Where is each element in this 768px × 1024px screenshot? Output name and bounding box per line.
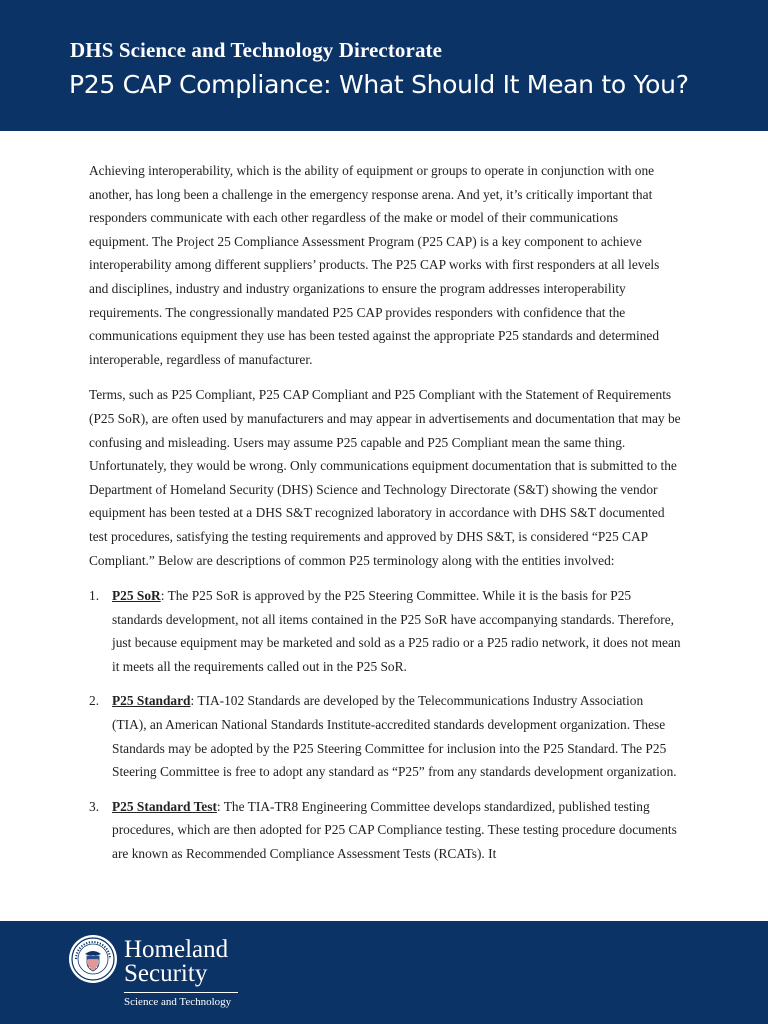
dhs-seal-icon [68, 934, 118, 984]
list-sep: : [216, 798, 224, 814]
brand-line-security: Security [124, 960, 208, 987]
list-item [89, 795, 681, 866]
list-text: TIA-102 Standards are developed by the Telecommunications Industry Association (TIA), an American National Standards Institute-accredited standards development organization. These Standards may be adopted by the P25 Steering Committee for inclusion into the P25 Standard. The P25 Steering Committee is free to adopt any standard as “P25” from any standards development organization. [112, 693, 677, 780]
list-number: 2. [89, 693, 100, 709]
list-number: 3. [89, 798, 100, 814]
list-sep: : [160, 588, 168, 604]
brand-subtitle: Science and Technology [124, 996, 232, 1008]
list-text: The TIA-TR8 Engineering Committee develops standardized, published testing procedures, which are then adopted for P25 CAP Compliance testing. These testing procedure documents are known as Recommended Compliance Assessment Tests (RCATs). It [112, 798, 677, 862]
list-item [89, 584, 681, 678]
list-item [89, 689, 681, 783]
list-term: P25 Standard [112, 693, 191, 709]
paragraph-intro: Achieving interoperability, which is the ability of equipment or groups to operate in conjunction with one another, has long been a challenge in the emergency response arena. And yet, it’s critically important that responders communicate with each other regardless of the make or model of their communications equipment. The Project 25 Compliance Assessment Program (P25 CAP) is a key component to achieve interoperability among different suppliers’ products. The P25 CAP works with first responders at all levels and disciplines, industry and industry organizations to ensure the program addresses interoperability requirements. The congressionally mandated P25 CAP provides responders with confidence that the communications equipment they use has been tested against the appropriate P25 standards and determined interoperable, regardless of manufacturer. [89, 163, 660, 367]
header-org: DHS Science and Technology Directorate [70, 38, 443, 62]
page-title: P25 CAP Compliance: What Should It Mean to You? [69, 70, 689, 99]
paragraph-terms: Terms, such as P25 Compliant, P25 CAP Compliant and P25 Compliant with the Statement of Requirements (P25 SoR), are often used by manufacturers and may appear in advertisements and documentation that may be confusing and misleading. Users may assume P25 capable and P25 Compliant mean the same thing. Unfortunately, they would be wrong. Only communications equipment documentation that is submitted to the Department of Homeland Security (DHS) Science and Technology Directorate (S&T) showing the vendor equipment has been tested at a DHS S&T recognized laboratory in accordance with DHS S&T documented test procedures, satisfying the testing requirements and approved by DHS S&T, is considered “P25 CAP Compliant.” Below are descriptions of common P25 terminology along with the entities involved: [89, 387, 681, 568]
brand-divider [124, 992, 238, 993]
document-body [89, 159, 681, 877]
page-header [0, 0, 768, 131]
list-text: The P25 SoR is approved by the P25 Steering Committee. While it is the basis for P25 standards development, not all items contained in the P25 SoR have accompanying standards. Therefore, just because equipment may be marketed and sold as a P25 radio or a P25 radio network, it does not mean it meets all the requirements called out in the P25 SoR. [112, 588, 681, 674]
terminology-list [89, 584, 681, 866]
list-term: P25 SoR [112, 588, 161, 604]
list-number: 1. [89, 588, 100, 604]
list-sep: : [190, 693, 198, 709]
brand-line-homeland: Homeland [124, 936, 229, 963]
list-term: P25 Standard Test [112, 798, 217, 814]
